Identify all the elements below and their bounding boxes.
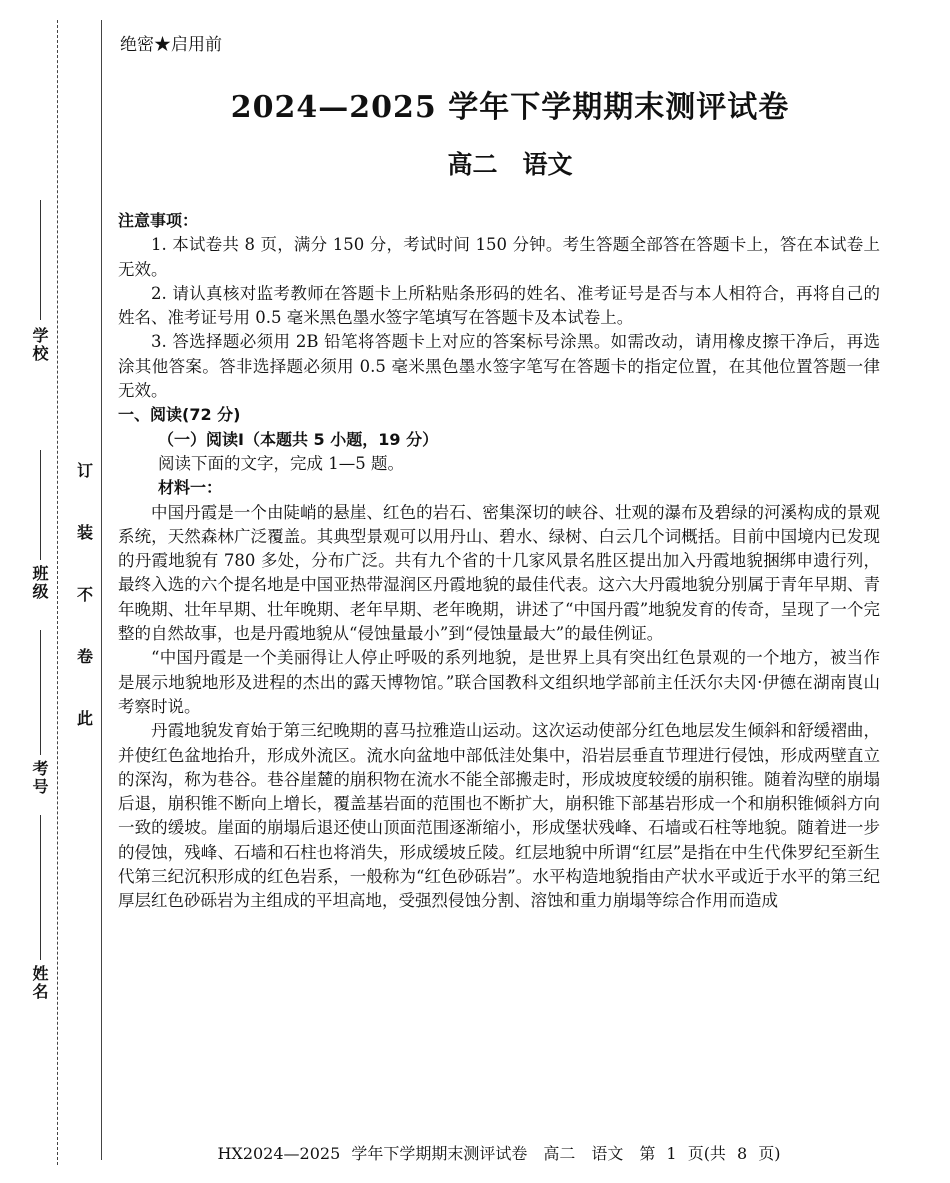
confidential-mark: 绝密★启用前 — [120, 35, 222, 55]
material-paragraph-2: “中国丹霞是一个美丽得让人停止呼吸的系列地貌，是世界上具有突出红色景观的一个地方，被当作是展示地貌地形及进程的杰出的露天博物馆。”联合国教科文组织地学部前主任沃尔夫冈·伊德在湖南崀山考察时说。 — [118, 648, 880, 716]
reading-instruction: 阅读下面的文字，完成 1—5 题。 — [158, 453, 404, 473]
school-underline — [40, 200, 42, 320]
exam-subtitle: 高二 语文 — [447, 150, 573, 179]
material-paragraph-3: 丹霞地貌发育始于第三纪晚期的喜马拉雅造山运动。这次运动使部分红色地层发生倾斜和舒缓褶曲，并使红色盆地抬升，形成外流区。流水向盆地中部低洼处集中，沿岩层垂直节理进行侵蚀，形成两壁直立的深沟，称为巷谷。巷谷崖麓的崩积物在流水不能全部搬走时，形成坡度较缓的崩积锥。随着沟壁的崩塌后退，崩积锥不断向上增长，覆盖基岩面的范围也不断扩大，崩积锥下部基岩形成一个和崩积锥倾斜方向一致的缓坡。崖面的崩塌后退还使山顶面范围逐渐缩小，形成堡状残峰、石墙或石柱等地貌。随着进一步的侵蚀，残峰、石墙和石柱也将消失，形成缓坡丘陵。红层地貌中所谓“红层”是指在中生代侏罗纪至新生代第三纪沉积形成的红色岩系，一般称为“红色砂砾岩”。水平构造地貌指由产状水平或近于水平的第三纪厚层红色砂砾岩为主组成的平坦高地，受强烈侵蚀分割、溶蚀和重力崩塌等综合作用而造成 — [118, 721, 880, 911]
exam-number-label: 考号 — [30, 760, 49, 796]
sub-section-heading: （一）阅读Ⅰ（本题共 5 小题，19 分） — [158, 429, 439, 449]
class-label: 班级 — [30, 565, 49, 601]
name-underline — [40, 815, 42, 960]
seal-char-5: 此 — [77, 709, 94, 728]
notes-item-1: 1. 本试卷共 8 页，满分 150 分，考试时间 150 分钟。考生答题全部答在答题卡上，答在本试卷上无效。 — [118, 235, 880, 279]
notes-heading: 注意事项： — [118, 211, 199, 230]
page-footer: HX2024—2025 学年下学期期末测评试卷 高二 语文 第 1 页(共 8 页) — [217, 1144, 781, 1163]
exam-content — [118, 209, 880, 914]
material-paragraph-1: 中国丹霞是一个由陡峭的悬崖、红色的岩石、密集深切的峡谷、壮观的瀑布及碧绿的河溪构成的景观系统，天然森林广泛覆盖。其典型景观可以用丹山、碧水、绿树、白云几个词概括。目前中国境内已发现的丹霞地貌有 780 多处，分布广泛。共有九个省的十几家风景名胜区提出加入丹霞地貌捆绑申遗行列，最终入选的六个提名地是中国亚热带湿润区丹霞地貌的最佳代表。这六大丹霞地貌分别属于青年早期、青年晚期、壮年早期、壮年晚期、老年早期、老年晚期，讲述了“中国丹霞”地貌发育的传奇，呈现了一个完整的自然故事，也是丹霞地貌从“侵蚀量最小”到“侵蚀量最大”的最佳例证。 — [118, 502, 880, 644]
exam-title: 2024—2025 学年下学期期末测评试卷 — [230, 90, 790, 125]
seal-char-1: 订 — [77, 461, 94, 480]
school-label: 学校 — [30, 327, 49, 363]
notes-item-2: 2. 请认真核对监考教师在答题卡上所粘贴条形码的姓名、准考证号是否与本人相符合，再将自己的姓名、准考证号用 0.5 毫米黑色墨水签字笔填写在答题卡及本试卷上。 — [118, 283, 880, 328]
name-label: 姓名 — [30, 965, 49, 1001]
material-label: 材料一： — [158, 478, 223, 498]
seal-char-2: 装 — [77, 523, 94, 542]
seal-char-3: 不 — [77, 585, 94, 604]
seal-char-4: 卷 — [77, 647, 94, 666]
margin-solid-line — [101, 20, 102, 1160]
exam-number-underline — [40, 630, 42, 755]
section-heading: 一、阅读(72 分) — [118, 405, 241, 425]
class-underline — [40, 450, 42, 560]
binding-dashed-line — [57, 20, 58, 1165]
notes-item-3: 3. 答选择题必须用 2B 铅笔将答题卡上对应的答案标号涂黑。如需改动，请用橡皮擦干净后，再选涂其他答案。答非选择题必须用 0.5 毫米黑色墨水签字笔写在答题卡的指定位置，在其他位置答题一律无效。 — [118, 332, 880, 401]
